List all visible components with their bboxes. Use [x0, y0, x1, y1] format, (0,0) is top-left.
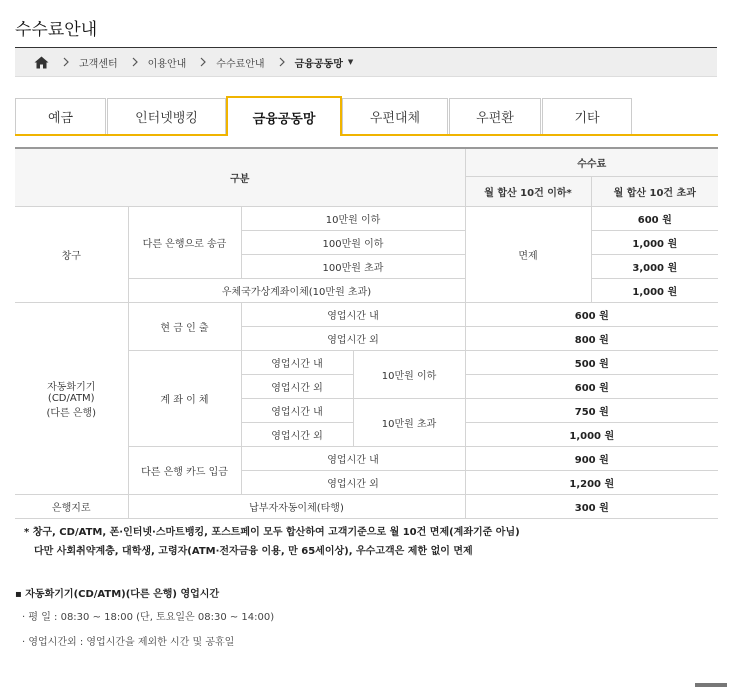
breadcrumb-customer-center[interactable]: 고객센터 — [79, 58, 118, 70]
atm-transfer-cond-2: 영업시간 외 — [241, 374, 353, 398]
atm-hours-weekday-text: 평 일 : 08:30 ~ 18:00 (단, 토요일은 08:30 ~ 14:00) — [28, 612, 275, 623]
tab-other[interactable]: 기타 — [542, 98, 632, 134]
row-label-counter: 창구 — [15, 206, 128, 302]
chevron-right-icon — [63, 57, 69, 67]
note-line-2: 다만 사회취약계층, 대학생, 고령자(ATM·전자금융 이용, 만 65세이상), 우수고객은 제한 없이 면제 — [34, 546, 473, 557]
counter-cond-3: 100만원 초과 — [241, 254, 465, 278]
dot-icon: · — [22, 637, 29, 648]
row-label-giro: 은행지로 — [15, 494, 128, 518]
dot-icon: · — [22, 612, 29, 623]
breadcrumb-current[interactable]: 금융공동망 — [294, 58, 343, 70]
home-icon[interactable] — [33, 55, 49, 69]
atm-transfer-fee-1: 500 원 — [465, 350, 718, 374]
tab-bar — [15, 96, 719, 137]
chevron-right-icon — [279, 57, 285, 67]
atm-transfer-label: 계 좌 이 체 — [128, 350, 241, 446]
atm-withdraw-fee-2: 800 원 — [465, 326, 718, 350]
header-category: 구분 — [15, 148, 465, 206]
bullet-icon: ▪ — [15, 589, 26, 600]
atm-withdraw-cond-2: 영업시간 외 — [241, 326, 465, 350]
tab-deposit[interactable]: 예금 — [15, 98, 106, 134]
giro-cond: 납부자자동이체(타행) — [128, 494, 465, 518]
breadcrumb-usage-guide[interactable]: 이용안내 — [147, 58, 187, 70]
counter-transfer-label: 다른 은행으로 송금 — [128, 206, 241, 278]
atm-hours-off — [22, 633, 234, 648]
atm-card-cond-2: 영업시간 외 — [241, 470, 465, 494]
counter-fee-2: 1,000 원 — [591, 230, 718, 254]
tab-underline — [15, 134, 718, 136]
header-fee: 수수료 — [465, 148, 718, 176]
counter-cond-2: 100만원 이하 — [241, 230, 465, 254]
atm-card-fee-2: 1,200 원 — [465, 470, 718, 494]
counter-fee-3: 3,000 원 — [591, 254, 718, 278]
atm-transfer-cond-1: 영업시간 내 — [241, 350, 353, 374]
fee-table — [15, 147, 718, 519]
atm-transfer-fee-3: 750 원 — [465, 398, 718, 422]
atm-withdraw-fee-1: 600 원 — [465, 302, 718, 326]
atm-withdraw-cond-1: 영업시간 내 — [241, 302, 465, 326]
tab-postal-money-order[interactable]: 우편환 — [449, 98, 541, 134]
counter-exempt: 면제 — [465, 206, 591, 302]
page-title: 수수료안내 — [15, 20, 98, 40]
atm-hours-title — [15, 585, 219, 600]
row-label-atm — [15, 302, 128, 494]
atm-hours-title-text: 자동화기기(CD/ATM)(다른 은행) 영업시간 — [25, 589, 220, 600]
atm-transfer-cond-4: 영업시간 외 — [241, 422, 353, 446]
atm-card-fee-1: 900 원 — [465, 446, 718, 470]
atm-transfer-fee-4: 1,000 원 — [465, 422, 718, 446]
counter-virtual-fee: 1,000 원 — [591, 278, 718, 302]
tab-financial-network[interactable]: 금융공동망 — [226, 96, 342, 136]
breadcrumb — [15, 48, 717, 77]
counter-virtual-account: 우체국가상계좌이체(10만원 초과) — [128, 278, 465, 302]
atm-label-line3: (다른 은행) — [46, 407, 97, 419]
giro-fee: 300 원 — [465, 494, 718, 518]
header-fee-under-10: 월 합산 10건 이하* — [465, 176, 591, 206]
atm-withdraw-label: 현 금 인 출 — [128, 302, 241, 350]
atm-transfer-cond-3: 영업시간 내 — [241, 398, 353, 422]
fee-notes — [24, 523, 520, 561]
atm-transfer-fee-2: 600 원 — [465, 374, 718, 398]
caret-down-icon[interactable]: ▼ — [347, 58, 354, 66]
atm-transfer-over-10: 10만원 초과 — [353, 398, 465, 446]
atm-transfer-under-10: 10만원 이하 — [353, 350, 465, 398]
scroll-to-top-button[interactable] — [695, 683, 727, 687]
atm-hours-weekday — [22, 608, 274, 623]
counter-fee-1: 600 원 — [591, 206, 718, 230]
atm-label-line2: (CD/ATM) — [47, 392, 95, 404]
header-fee-over-10: 월 합산 10건 초과 — [591, 176, 718, 206]
tab-postal-transfer[interactable]: 우편대체 — [342, 98, 448, 134]
atm-hours-off-text: 영업시간외 : 영업시간을 제외한 시간 및 공휴일 — [28, 637, 235, 648]
atm-card-label: 다른 은행 카드 입금 — [128, 446, 241, 494]
counter-cond-1: 10만원 이하 — [241, 206, 465, 230]
atm-card-cond-1: 영업시간 내 — [241, 446, 465, 470]
breadcrumb-fee-guide[interactable]: 수수료안내 — [216, 58, 265, 70]
chevron-right-icon — [200, 57, 206, 67]
chevron-right-icon — [132, 57, 138, 67]
tab-internet-banking[interactable]: 인터넷뱅킹 — [107, 98, 226, 134]
note-line-1: * 창구, CD/ATM, 폰·인터넷·스마트뱅킹, 포스트페이 모두 합산하여 고객기준으로 월 10건 면제(계좌기준 아님) — [24, 527, 520, 538]
atm-label-line1: 자동화기기 — [47, 381, 96, 393]
